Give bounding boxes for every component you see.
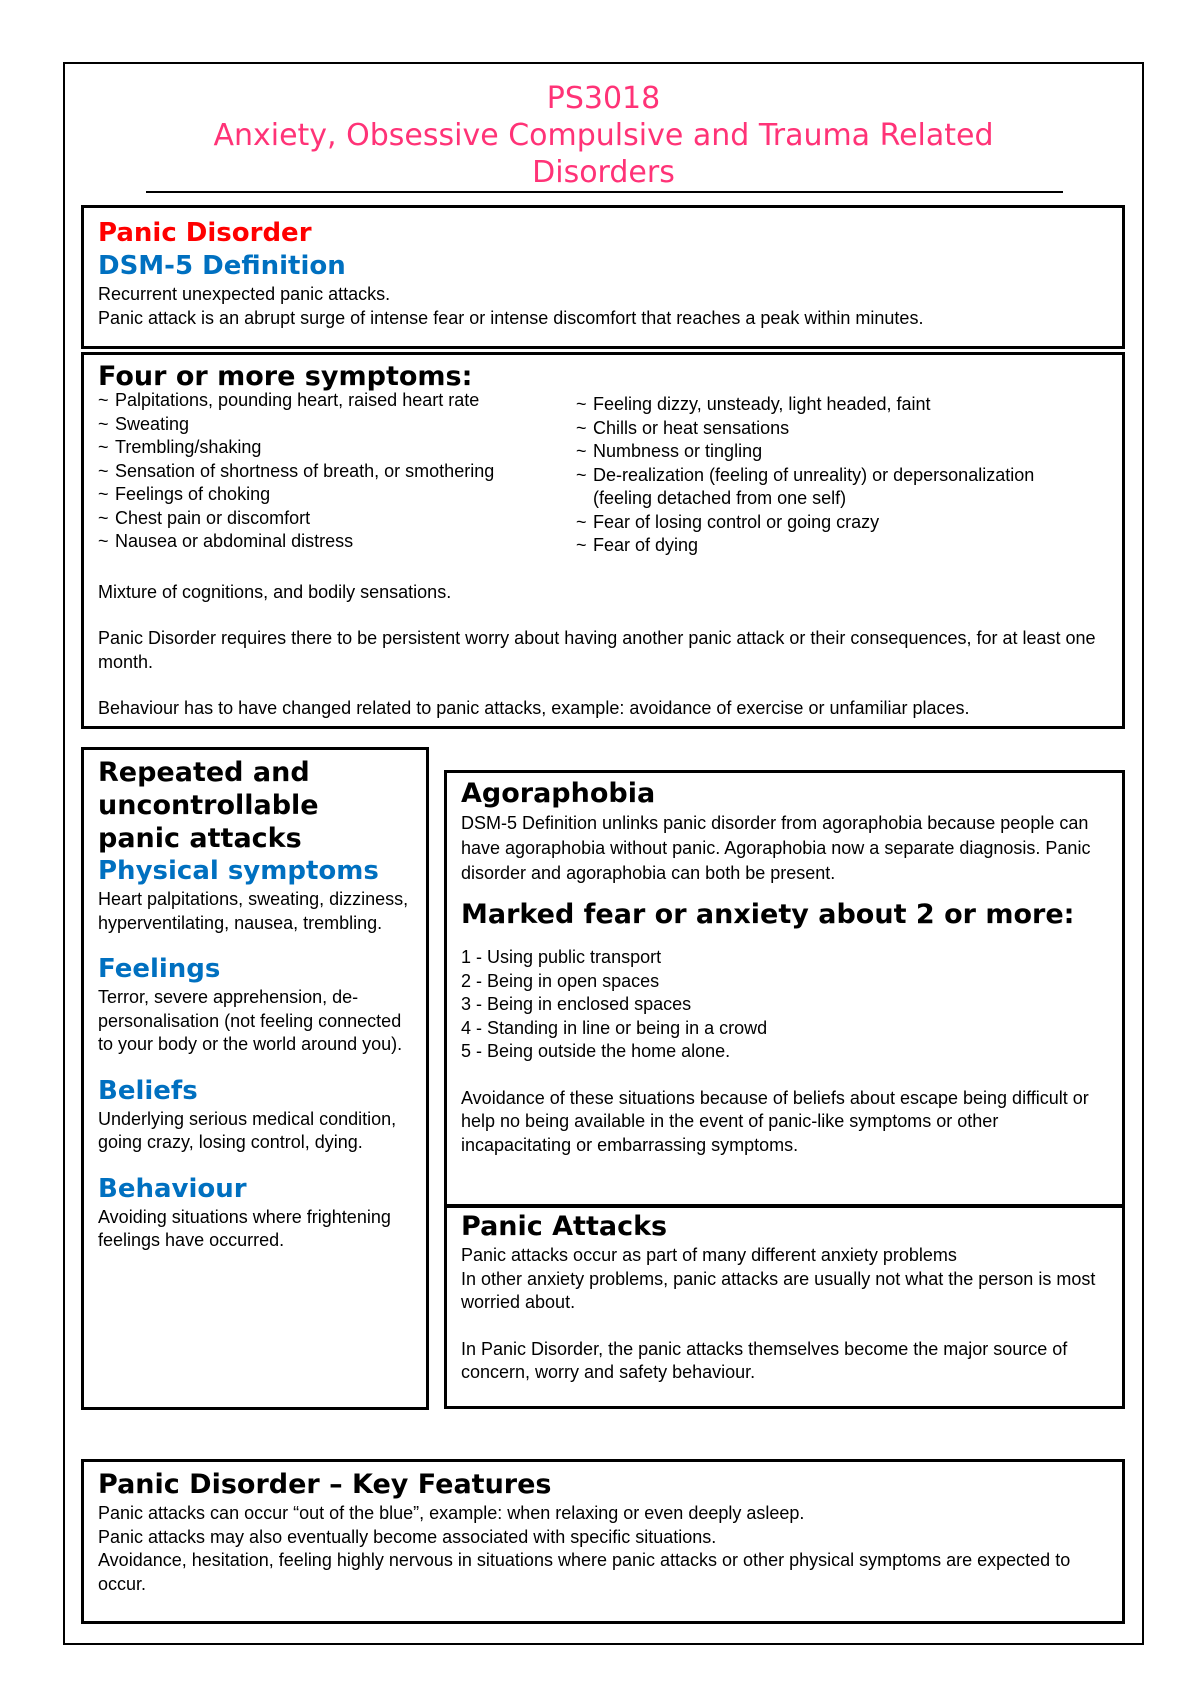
agoraphobia-avoidance-note: Avoidance of these situations because of beliefs about escape being difficult or help no being available in the event of panic-like symptoms or other incapacitating or embarrassing symptoms.	[461, 1087, 1089, 1155]
definition-line: Panic attack is an abrupt surge of intense fear or intense discomfort that reaches a peak within minutes.	[98, 307, 924, 328]
definition-box	[81, 205, 1125, 349]
key-features-heading: Panic Disorder – Key Features	[98, 1469, 552, 1500]
repeated-attacks-box	[81, 747, 429, 1410]
page-header	[63, 80, 1144, 191]
symptoms-heading: Four or more symptoms:	[98, 361, 473, 392]
panic-attacks-line: Panic attacks occur as part of many different anxiety problems	[461, 1245, 957, 1265]
section-heading-panic-disorder: Panic Disorder	[98, 218, 312, 248]
symptoms-list-right	[576, 393, 1096, 558]
agoraphobia-heading: Agoraphobia	[461, 778, 656, 809]
agoraphobia-definition: DSM-5 Definition unlinks panic disorder from agoraphobia because people can have agoraphobia without panic. Agoraphobia now a separate diagnosis. Panic disorder and agoraphobia can both be present.	[461, 813, 1091, 883]
symptoms-list-left	[98, 389, 576, 554]
marked-fear-heading: Marked fear or anxiety about 2 or more:	[461, 899, 1075, 930]
list-item: ~ Chills or heat sensations	[576, 417, 790, 438]
list-item: 4 - Standing in line or being in a crowd	[461, 1017, 768, 1038]
physical-symptoms-heading: Physical symptoms	[98, 856, 379, 886]
key-features-line: Panic attacks may also eventually become associated with specific situations.	[98, 1526, 717, 1547]
list-item: ~ Fear of dying	[576, 535, 699, 555]
symptoms-requirement-note: Panic Disorder requires there to be persistent worry about having another panic attack or their consequences, for at least one month.	[98, 628, 1096, 672]
list-item: ~ Trembling/shaking	[98, 437, 262, 457]
header-divider	[146, 191, 1063, 193]
panic-attacks-line: In other anxiety problems, panic attacks are usually not what the person is most worried about.	[461, 1268, 1096, 1312]
agoraphobia-situations-list	[461, 946, 1108, 1064]
physical-symptoms-text: Heart palpitations, sweating, dizziness, hyperventilating, nausea, trembling.	[98, 889, 409, 933]
list-item: ~ Palpitations, pounding heart, raised heart rate	[98, 390, 480, 410]
beliefs-text: Underlying serious medical condition, going crazy, losing control, dying.	[98, 1108, 397, 1152]
list-item: ~ Fear of losing control or going crazy	[576, 511, 880, 532]
dsm5-definition-heading: DSM-5 Definition	[98, 251, 346, 281]
list-item: ~ De-realization (feeling of unreality) or depersonalization (feeling detached from one self)	[576, 464, 1035, 508]
header-title-line2: Disorders	[532, 155, 675, 190]
behaviour-text: Avoiding situations where frightening feelings have occurred.	[98, 1206, 391, 1250]
list-item: ~ Numbness or tingling	[576, 441, 763, 461]
key-features-box	[81, 1459, 1125, 1624]
panic-attacks-heading: Panic Attacks	[461, 1211, 668, 1242]
list-item: ~ Nausea or abdominal distress	[98, 531, 354, 551]
list-item: ~ Feelings of choking	[98, 484, 271, 504]
list-item: 1 - Using public transport	[461, 947, 662, 967]
behaviour-heading: Behaviour	[98, 1173, 247, 1204]
beliefs-heading: Beliefs	[98, 1075, 198, 1106]
key-features-line: Panic attacks can occur “out of the blue”, example: when relaxing or even deeply asleep.	[98, 1503, 805, 1523]
list-item: ~ Feeling dizzy, unsteady, light headed, faint	[576, 394, 931, 414]
header-title-line1: Anxiety, Obsessive Compulsive and Trauma Related	[213, 118, 994, 153]
panic-attacks-box	[444, 1205, 1125, 1409]
repeated-attacks-heading: Repeated and uncontrollable panic attacks	[98, 757, 319, 854]
symptoms-box	[81, 352, 1125, 729]
list-item: 5 - Being outside the home alone.	[461, 1041, 731, 1061]
symptoms-behaviour-note: Behaviour has to have changed related to panic attacks, example: avoidance of exercise or unfamiliar places.	[98, 698, 970, 718]
list-item: ~ Sweating	[98, 413, 190, 434]
list-item: 3 - Being in enclosed spaces	[461, 994, 692, 1014]
list-item: ~ Chest pain or discomfort	[98, 507, 311, 528]
agoraphobia-box	[444, 770, 1125, 1207]
feelings-text: Terror, severe apprehension, de-personalisation (not feeling connected to your body or the world around you).	[98, 987, 403, 1054]
key-features-line: Avoidance, hesitation, feeling highly nervous in situations where panic attacks or other physical symptoms are expected to occur.	[98, 1550, 1071, 1594]
feelings-heading: Feelings	[98, 954, 221, 984]
list-item: 2 - Being in open spaces	[461, 970, 660, 991]
list-item: ~ Sensation of shortness of breath, or smothering	[98, 460, 495, 481]
definition-line: Recurrent unexpected panic attacks.	[98, 284, 391, 304]
panic-attacks-line: In Panic Disorder, the panic attacks themselves become the major source of concern, worry and safety behaviour.	[461, 1338, 1068, 1382]
symptoms-mixture-note: Mixture of cognitions, and bodily sensations.	[98, 581, 452, 602]
course-code: PS3018	[546, 81, 661, 116]
